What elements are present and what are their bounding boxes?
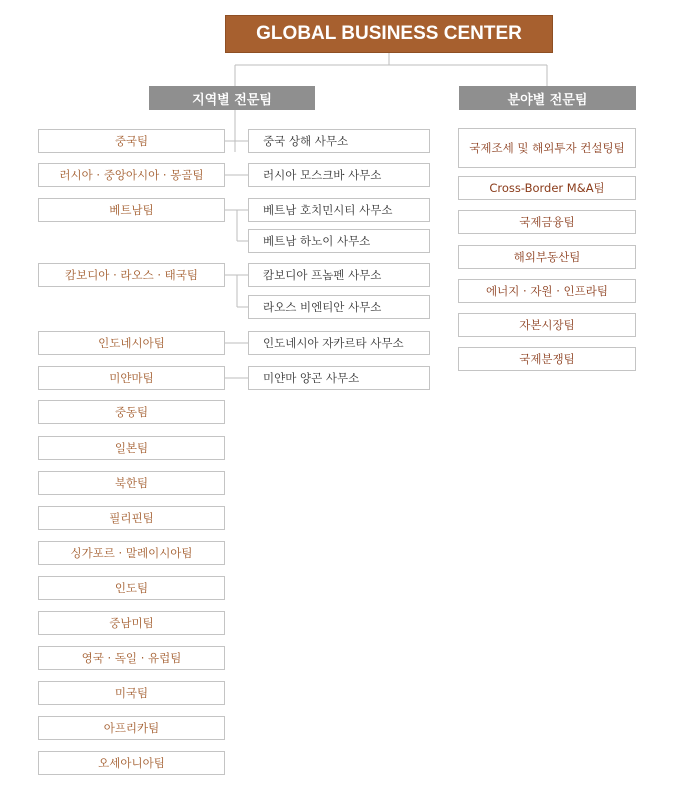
team-africa[interactable]: 아프리카팀	[38, 716, 225, 740]
team-singapore-malaysia[interactable]: 싱가포르 · 말레이시아팀	[38, 541, 225, 565]
team-oceania[interactable]: 오세아니아팀	[38, 751, 225, 775]
team-indonesia[interactable]: 인도네시아팀	[38, 331, 225, 355]
team-vietnam[interactable]: 베트남팀	[38, 198, 225, 222]
field-tax-investment-consulting[interactable]: 국제조세 및 해외투자 컨설팅팀	[458, 128, 636, 168]
team-cambodia-laos-thailand[interactable]: 캄보디아 · 라오스 · 태국팀	[38, 263, 225, 287]
field-cross-border-ma[interactable]: Cross-Border M&A팀	[458, 176, 636, 200]
center-title: GLOBAL BUSINESS CENTER	[225, 15, 553, 53]
team-uk-germany-europe[interactable]: 영국 · 독일 · 유럽팀	[38, 646, 225, 670]
office-jakarta[interactable]: 인도네시아 자카르타 사무소	[248, 331, 430, 355]
field-capital-markets[interactable]: 자본시장팀	[458, 313, 636, 337]
field-international-disputes[interactable]: 국제분쟁팀	[458, 347, 636, 371]
team-china[interactable]: 중국팀	[38, 129, 225, 153]
team-japan[interactable]: 일본팀	[38, 436, 225, 460]
office-phnom-penh[interactable]: 캄보디아 프놈펜 사무소	[248, 263, 430, 287]
field-overseas-real-estate[interactable]: 해외부동산팀	[458, 245, 636, 269]
team-myanmar[interactable]: 미얀마팀	[38, 366, 225, 390]
team-india[interactable]: 인도팀	[38, 576, 225, 600]
team-latin-america[interactable]: 중남미팀	[38, 611, 225, 635]
team-middle-east[interactable]: 중동팀	[38, 400, 225, 424]
office-hanoi[interactable]: 베트남 하노이 사무소	[248, 229, 430, 253]
office-ho-chi-minh[interactable]: 베트남 호치민시티 사무소	[248, 198, 430, 222]
team-usa[interactable]: 미국팀	[38, 681, 225, 705]
office-moscow[interactable]: 러시아 모스크바 사무소	[248, 163, 430, 187]
office-yangon[interactable]: 미얀마 양곤 사무소	[248, 366, 430, 390]
team-philippines[interactable]: 필리핀팀	[38, 506, 225, 530]
field-team-header: 분야별 전문팀	[459, 86, 636, 110]
field-energy-resources-infra[interactable]: 에너지 · 자원 · 인프라팀	[458, 279, 636, 303]
regional-team-header: 지역별 전문팀	[149, 86, 315, 110]
team-russia-central-asia-mongolia[interactable]: 러시아 · 중앙아시아 · 몽골팀	[38, 163, 225, 187]
field-international-finance[interactable]: 국제금융팀	[458, 210, 636, 234]
team-north-korea[interactable]: 북한팀	[38, 471, 225, 495]
office-shanghai[interactable]: 중국 상해 사무소	[248, 129, 430, 153]
office-vientiane[interactable]: 라오스 비엔티안 사무소	[248, 295, 430, 319]
